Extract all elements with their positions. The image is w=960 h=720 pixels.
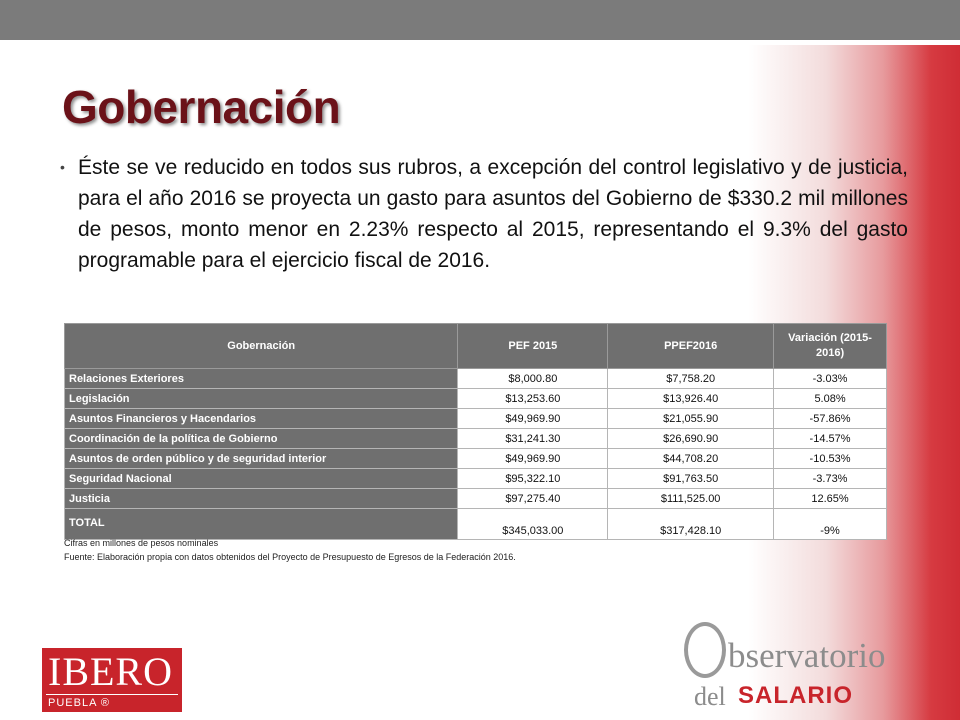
total-ppef2016: $317,428.10: [608, 509, 774, 540]
cell-pef2015: $97,275.40: [458, 489, 608, 509]
cell-variacion: -14.57%: [774, 429, 887, 449]
table-row: [65, 449, 887, 469]
cell-pef2015: $31,241.30: [458, 429, 608, 449]
column-header-gobernacion: Gobernación: [65, 324, 458, 369]
cell-variacion: -57.86%: [774, 409, 887, 429]
cell-ppef2016: $26,690.90: [608, 429, 774, 449]
column-header-pef2015: PEF 2015: [458, 324, 608, 369]
row-label: Seguridad Nacional: [65, 469, 458, 489]
total-variacion: -9%: [774, 509, 887, 540]
table-row: [65, 369, 887, 389]
bullet-paragraph: [60, 152, 908, 276]
row-label: Legislación: [65, 389, 458, 409]
cell-variacion: -3.03%: [774, 369, 887, 389]
table-row: [65, 409, 887, 429]
row-label: Relaciones Exteriores: [65, 369, 458, 389]
units-note: Cifras en millones de pesos nominales: [64, 538, 219, 548]
source-note: Fuente: Elaboración propia con datos obtenidos del Proyecto de Presupuesto de Egresos de la Federación 2016.: [64, 552, 516, 562]
slide-title: Gobernación: [62, 81, 341, 133]
budget-table: [64, 323, 887, 540]
row-label: Justicia: [65, 489, 458, 509]
cell-variacion: -3.73%: [774, 469, 887, 489]
total-pef2015: $345,033.00: [458, 509, 608, 540]
cell-pef2015: $49,969.90: [458, 449, 608, 469]
table-row: [65, 469, 887, 489]
cell-pef2015: $8,000.80: [458, 369, 608, 389]
ibero-logo: [42, 648, 182, 712]
top-bar: [0, 0, 960, 40]
cell-variacion: -10.53%: [774, 449, 887, 469]
ibero-logo-word: IBERO: [48, 649, 173, 694]
observatorio-o-ring-icon: [684, 622, 726, 678]
ibero-logo-subtitle: PUEBLA ®: [48, 697, 110, 709]
cell-pef2015: $95,322.10: [458, 469, 608, 489]
row-label: Asuntos Financieros y Hacendarios: [65, 409, 458, 429]
column-header-variacion: Variación (2015-2016): [774, 324, 887, 369]
cell-pef2015: $13,253.60: [458, 389, 608, 409]
row-label: Asuntos de orden público y de seguridad interior: [65, 449, 458, 469]
cell-variacion: 12.65%: [774, 489, 887, 509]
row-label: Coordinación de la política de Gobierno: [65, 429, 458, 449]
table-header-row: [65, 324, 887, 369]
cell-ppef2016: $111,525.00: [608, 489, 774, 509]
cell-ppef2016: $44,708.20: [608, 449, 774, 469]
bullet-text: Éste se ve reducido en todos sus rubros, a excepción del control legislativo y de justicia, para el año 2016 se proyecta un gasto para asuntos del Gobierno de $330.2 mil millones de pesos, monto menor en 2.23% respecto al 2015, representando el 9.3% del gasto programable para el ejercicio fiscal de 2016.: [78, 156, 908, 272]
ibero-logo-divider: [46, 694, 178, 695]
observatorio-logo-word: bservatorio: [728, 636, 886, 675]
table-row: [65, 429, 887, 449]
cell-ppef2016: $21,055.90: [608, 409, 774, 429]
column-header-ppef2016: PPEF2016: [608, 324, 774, 369]
cell-ppef2016: $7,758.20: [608, 369, 774, 389]
bullet-dot-icon: •: [60, 159, 65, 175]
observatorio-logo-del: del: [694, 682, 726, 711]
cell-pef2015: $49,969.90: [458, 409, 608, 429]
total-label: TOTAL: [65, 509, 458, 540]
table-row: [65, 389, 887, 409]
table-total-row: [65, 509, 887, 540]
cell-variacion: 5.08%: [774, 389, 887, 409]
cell-ppef2016: $13,926.40: [608, 389, 774, 409]
cell-ppef2016: $91,763.50: [608, 469, 774, 489]
table-row: [65, 489, 887, 509]
observatorio-logo: [680, 618, 940, 718]
observatorio-logo-salario: SALARIO: [738, 682, 853, 709]
